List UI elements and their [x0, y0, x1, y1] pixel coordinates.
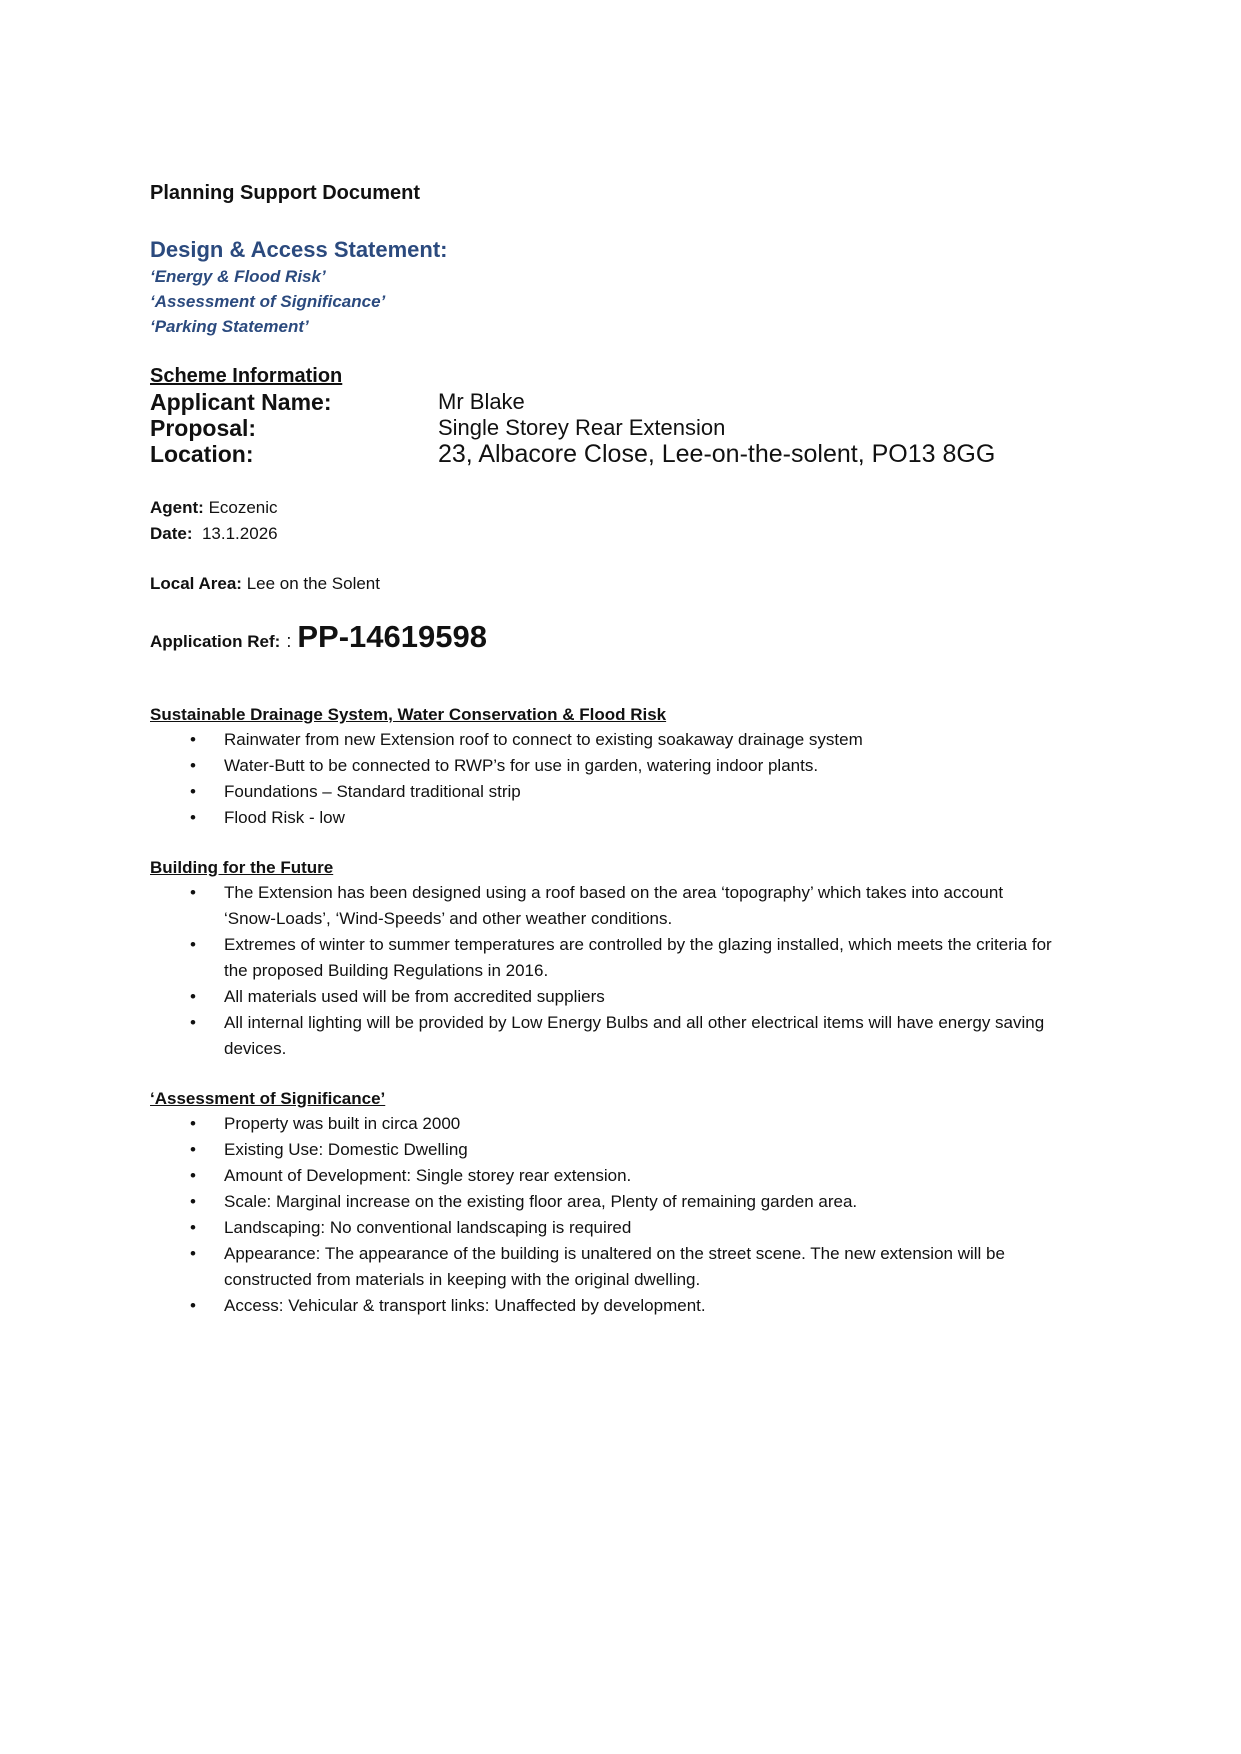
local-area-value: Lee on the Solent [246, 574, 380, 593]
list-item: • Property was built in circa 2000 [150, 1111, 1054, 1137]
proposal-value: Single Storey Rear Extension [438, 415, 726, 440]
significance-list [150, 1111, 1090, 1319]
agent-value: Ecozenic [208, 498, 278, 517]
local-area-line [150, 571, 1090, 597]
application-ref-line [150, 619, 1090, 660]
bullet-icon: • [190, 1140, 196, 1159]
design-access-title: Design & Access Statement: [150, 237, 448, 262]
list-item: • Flood Risk - low [150, 805, 1054, 831]
bullet-icon: • [190, 987, 196, 1006]
applicant-row [150, 389, 1090, 415]
list-item: • Access: Vehicular & transport links: Unaffected by development. [150, 1293, 1054, 1319]
location-row [150, 441, 1090, 467]
das-subtitle-significance: ‘Assessment of Significance’ [150, 292, 386, 311]
list-item: • Rainwater from new Extension roof to connect to existing soakaway drainage system [150, 727, 1054, 753]
list-item: • The Extension has been designed using a roof based on the area ‘topography’ which takes into account ‘Snow-Loads’, ‘Wind-Speeds’ and other weather conditions. [150, 880, 1054, 932]
list-item: • Scale: Marginal increase on the existing floor area, Plenty of remaining garden area. [150, 1189, 1054, 1215]
scheme-information-heading: Scheme Information [150, 365, 343, 387]
drainage-list [150, 727, 1090, 831]
date-value: 13.1.2026 [201, 524, 278, 543]
future-section-heading: Building for the Future [150, 858, 334, 877]
list-item: • Foundations – Standard traditional strip [150, 779, 1054, 805]
list-item: • All materials used will be from accredited suppliers [150, 984, 1054, 1010]
location-value: 23, Albacore Close, Lee-on-the-solent, PO13 8GG [438, 440, 996, 468]
list-item: • Appearance: The appearance of the building is unaltered on the street scene. The new extension will be constructed from materials in keeping with the original dwelling. [150, 1241, 1054, 1293]
significance-section-heading: ‘Assessment of Significance’ [150, 1089, 386, 1108]
drainage-section-heading: Sustainable Drainage System, Water Conservation & Flood Risk [150, 705, 667, 724]
bullet-icon: • [190, 1166, 196, 1185]
application-ref-label: Application Ref: [150, 632, 281, 651]
date-label: Date: [150, 524, 193, 543]
local-area-label: Local Area: [150, 574, 242, 593]
bullet-icon: • [190, 1013, 196, 1032]
das-subtitle-energy: ‘Energy & Flood Risk’ [150, 267, 326, 286]
bullet-icon: • [190, 1244, 196, 1263]
date-line [150, 521, 1090, 547]
bullet-icon: • [190, 1192, 196, 1211]
bullet-icon: • [190, 808, 196, 827]
list-item: • Landscaping: No conventional landscaping is required [150, 1215, 1054, 1241]
bullet-icon: • [190, 935, 196, 954]
agent-line [150, 495, 1090, 521]
das-subtitle-parking: ‘Parking Statement’ [150, 317, 309, 336]
bullet-icon: • [190, 1296, 196, 1315]
applicant-label: Applicant Name: [150, 389, 332, 415]
agent-label: Agent: [150, 498, 204, 517]
list-item: • All internal lighting will be provided by Low Energy Bulbs and all other electrical items will have energy saving devices. [150, 1010, 1054, 1062]
future-list [150, 880, 1090, 1062]
bullet-icon: • [190, 883, 196, 902]
bullet-icon: • [190, 782, 196, 801]
bullet-icon: • [190, 730, 196, 749]
list-item: • Existing Use: Domestic Dwelling [150, 1137, 1054, 1163]
list-item: • Amount of Development: Single storey rear extension. [150, 1163, 1054, 1189]
proposal-row [150, 415, 1090, 441]
bullet-icon: • [190, 1218, 196, 1237]
bullet-icon: • [190, 756, 196, 775]
document-page [150, 180, 1090, 1319]
bullet-icon: • [190, 1114, 196, 1133]
application-ref-value: PP-14619598 [297, 619, 487, 654]
list-item: • Water-Butt to be connected to RWP’s for use in garden, watering indoor plants. [150, 753, 1054, 779]
list-item: • Extremes of winter to summer temperatures are controlled by the glazing installed, which meets the criteria for the proposed Building Regulations in 2016. [150, 932, 1054, 984]
location-label: Location: [150, 441, 254, 467]
document-heading: Planning Support Document [150, 182, 420, 204]
proposal-label: Proposal: [150, 415, 257, 441]
application-ref-colon: : [286, 631, 292, 651]
applicant-value: Mr Blake [438, 389, 525, 414]
agent-date-block [150, 495, 1090, 547]
